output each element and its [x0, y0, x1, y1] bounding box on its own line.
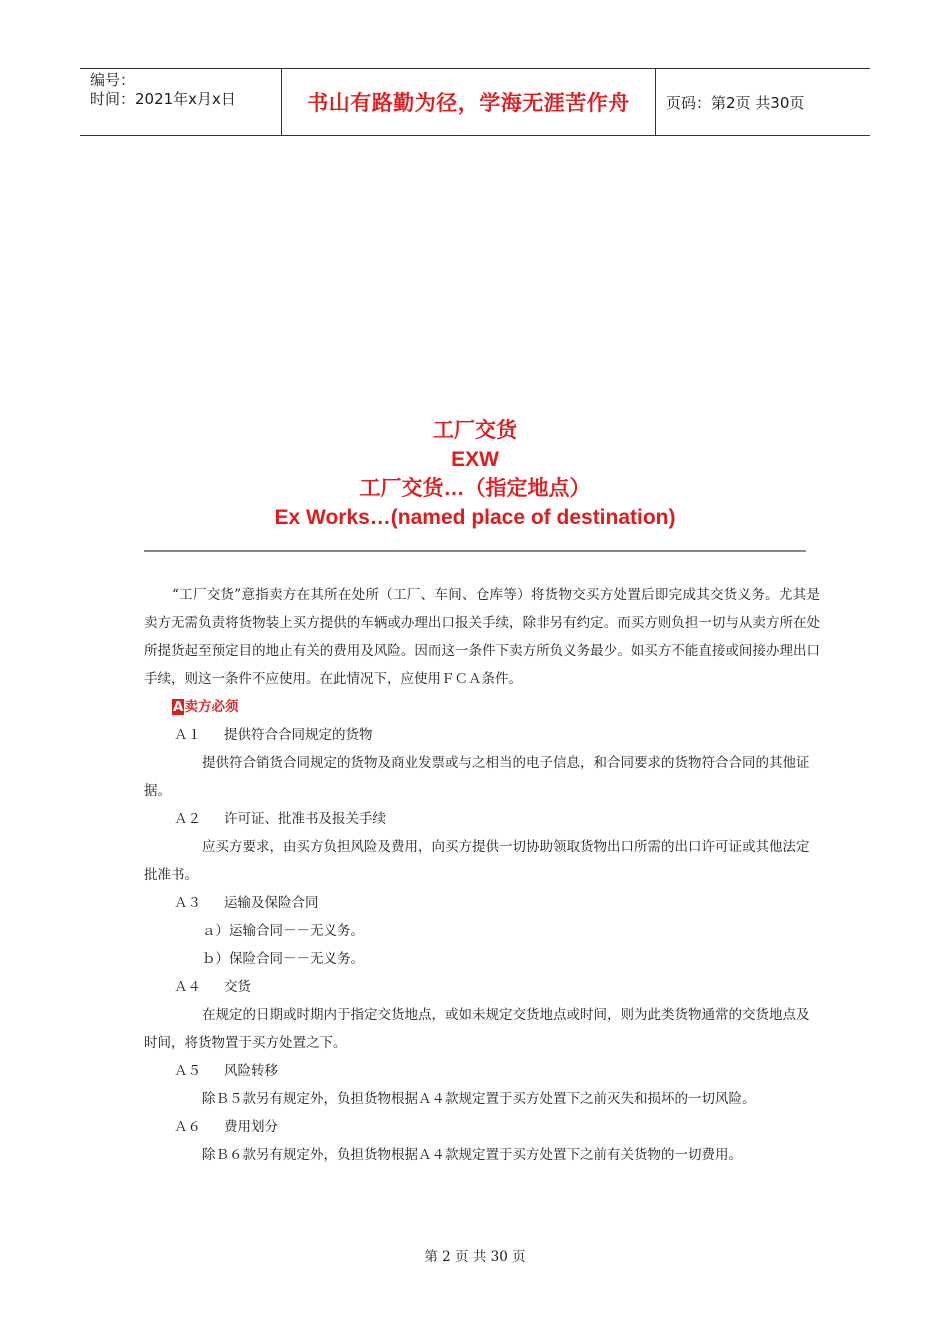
clause-title: 许可证、批准书及报关手续	[224, 811, 386, 827]
document-title	[0, 416, 950, 532]
title-chinese-full: 工厂交货…（指定地点）	[359, 477, 591, 500]
clause-number: Ａ１	[174, 727, 201, 743]
intro-paragraph: “工厂交货”意指卖方在其所在处所（工厂、车间、仓库等）将货物交买方处置后即完成其交货义务。尤其是卖方无需负责将货物装上买方提供的车辆或办理出口报关手续，除非另有约定。而买方则负担一切与从卖方所在处所提货起至预定目的地止有关的费用及风险。因而这一条件下卖方所负义务最少。如买方不能直接或间接办理出口手续，则这一条件不应使用。在此情况下，应使用ＦＣＡ条件。	[144, 587, 820, 687]
time-label: 时间：2021年x月x日	[90, 90, 236, 108]
clause-a4-text: 在规定的日期或时期内于指定交货地点，或如未规定交货地点或时间，则为此类货物通常的交货地点及时间，将货物置于买方处置之下。	[144, 1007, 810, 1051]
clause-a1-heading	[144, 721, 820, 749]
clause-a1-text: 提供符合销货合同规定的货物及商业发票或与之相当的电子信息，和合同要求的货物符合合同的其他证据。	[144, 755, 810, 799]
clause-a3-sub-a: ａ）运输合同－－无义务。	[202, 923, 364, 939]
clause-number: Ａ３	[174, 895, 201, 911]
header-motto: 书山有路勤为径，学海无涯苦作舟	[282, 69, 656, 135]
clause-title: 运输及保险合同	[224, 895, 319, 911]
clause-title: 费用划分	[224, 1119, 278, 1135]
header-meta	[80, 69, 282, 135]
clause-title: 提供符合合同规定的货物	[224, 727, 373, 743]
clause-a6-heading	[144, 1113, 820, 1141]
title-divider	[144, 550, 806, 552]
clause-a5-heading	[144, 1057, 820, 1085]
document-body	[144, 581, 820, 1169]
clause-a5-text: 除Ｂ５款另有规定外，负担货物根据Ａ４款规定置于买方处置下之前灭失和损坏的一切风险。	[202, 1091, 756, 1107]
clause-a3-sub-b: ｂ）保险合同－－无义务。	[202, 951, 364, 967]
page-header	[80, 68, 870, 136]
clause-title: 交货	[224, 979, 251, 995]
clause-number: Ａ４	[174, 979, 201, 995]
clause-a6-text: 除Ｂ６款另有规定外，负担货物根据Ａ４款规定置于买方处置下之前有关货物的一切费用。	[202, 1147, 742, 1163]
number-label: 编号：	[90, 71, 136, 89]
clause-a2-heading	[144, 805, 820, 833]
clause-number: Ａ２	[174, 811, 201, 827]
page-footer: 第 2 页 共 30 页	[424, 1249, 526, 1265]
section-heading	[144, 693, 820, 721]
clause-number: Ａ６	[174, 1119, 201, 1135]
header-page-info: 页码：第2页 共30页	[666, 93, 805, 112]
clause-number: Ａ５	[174, 1063, 201, 1079]
title-chinese: 工厂交货	[433, 419, 517, 442]
title-code: EXW	[451, 448, 499, 471]
clause-a4-heading	[144, 973, 820, 1001]
clause-a2-text: 应买方要求，由买方负担风险及费用，向买方提供一切协助领取货物出口所需的出口许可证或其他法定批准书。	[144, 839, 810, 883]
title-english: Ex Works…(named place of destination)	[274, 506, 676, 529]
clause-a3-heading	[144, 889, 820, 917]
section-title: 卖方必须	[184, 699, 239, 715]
clause-title: 风险转移	[224, 1063, 278, 1079]
section-letter: A	[173, 699, 184, 715]
